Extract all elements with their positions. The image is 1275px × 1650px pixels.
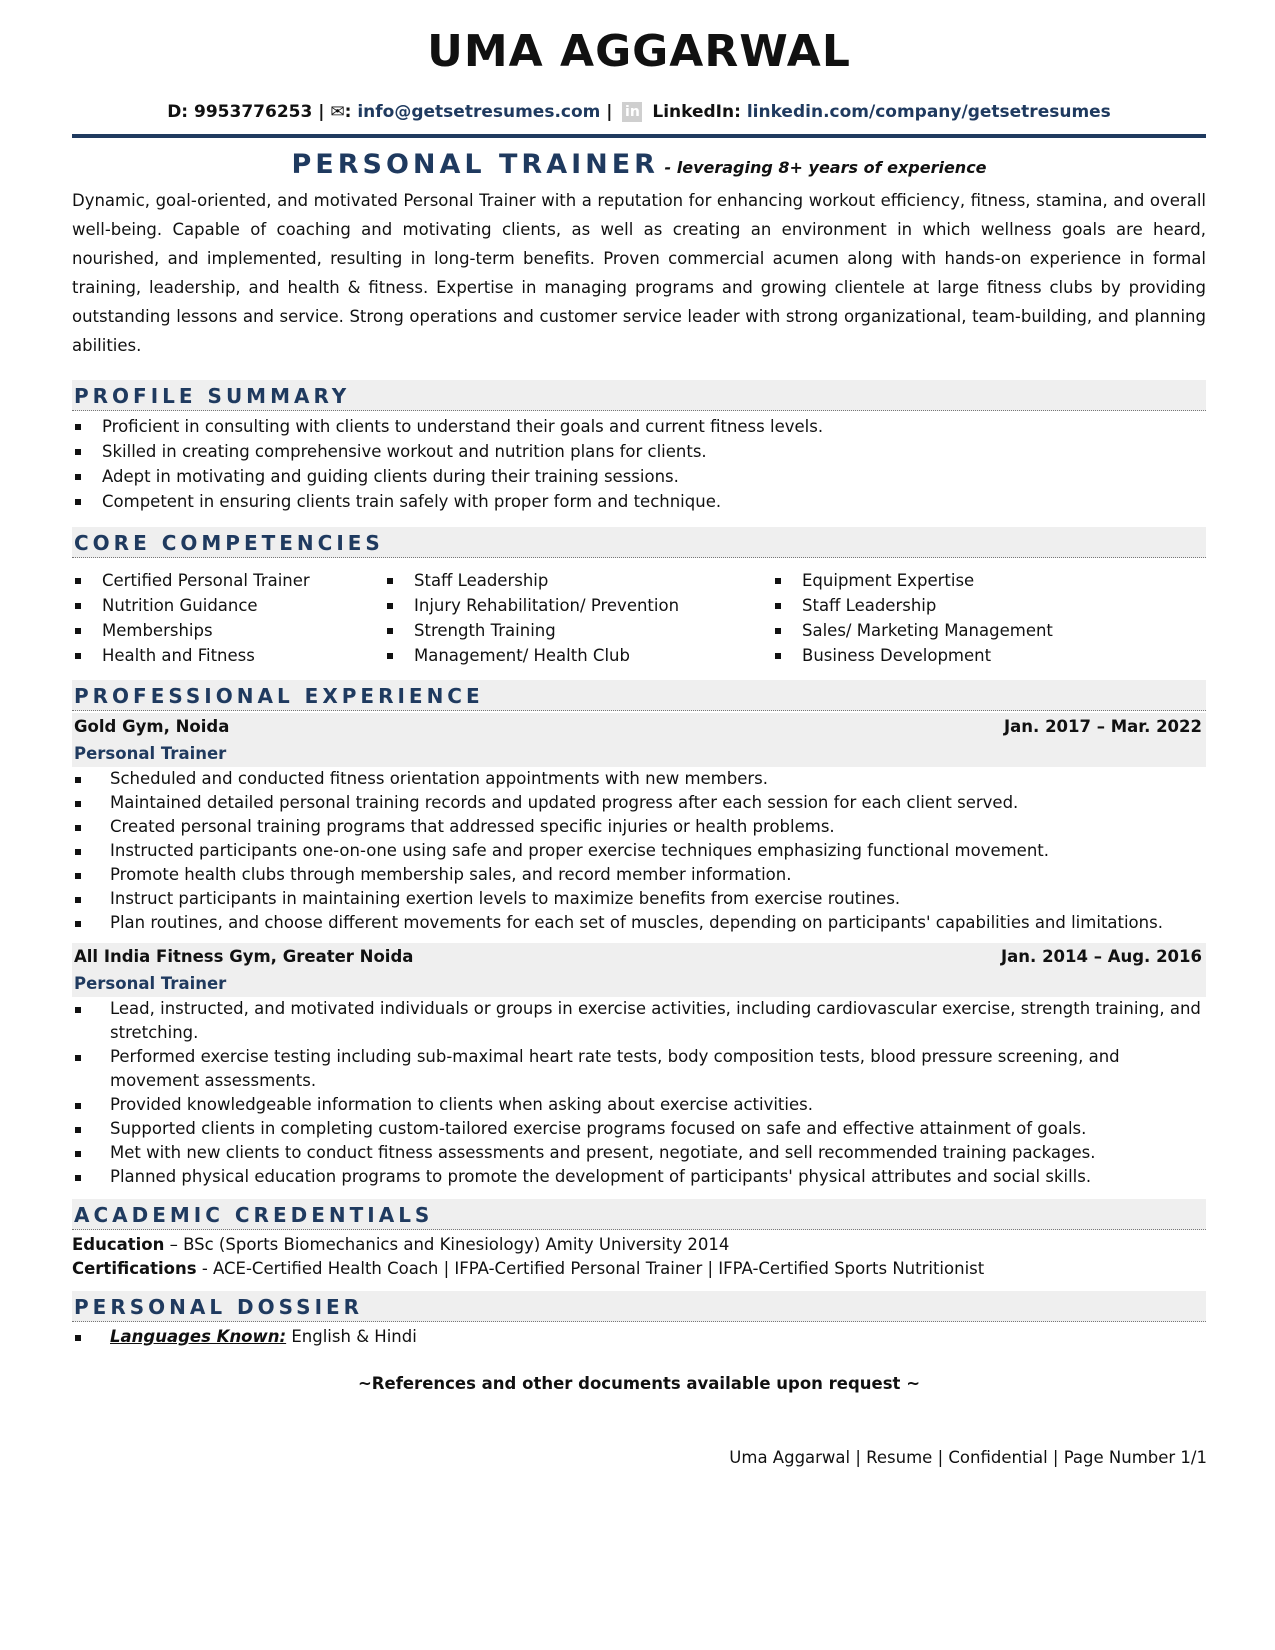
list-item: Scheduled and conducted fitness orientation appointments with new members. [72,767,1206,791]
list-item: Strength Training [384,618,772,643]
list-item: Plan routines, and choose different movements for each set of muscles, depending on participants' capabilities and limitations. [72,911,1206,935]
list-item: Instructed participants one-on-one using safe and proper exercise techniques emphasizing functional movement. [72,839,1206,863]
list-item: Planned physical education programs to promote the development of participants' physical attributes and social skills. [72,1165,1206,1189]
role-tagline: leveraging 8+ years of experience [676,158,987,177]
certifications-text: - ACE-Certified Health Coach | IFPA-Certified Personal Trainer | IFPA-Certified Sports Nutritionist [196,1259,985,1278]
job-company-row [74,943,1202,970]
candidate-name: UMA AGGARWAL [427,26,851,77]
separator: | [318,102,325,122]
list-item: Injury Rehabilitation/ Prevention [384,593,772,618]
company-name: All India Fitness Gym, Greater Noida [74,947,414,966]
summary-paragraph: Dynamic, goal-oriented, and motivated Personal Trainer with a reputation for enhancing workout efficiency, fitness, stamina, and overall well-being. Capable of coaching and motivating clients, as well as creating an environment in which wellness goals are heard, nourished, and implemented, resulting in long-term benefits. Proven commercial acumen along with hands-on experience in formal training, leadership, and health & fitness. Expertise in managing programs and growing clientele at large fitness clubs by providing outstanding lessons and service. Strong operations and customer service leader with strong organizational, team-building, and planning abilities. [72,191,1206,355]
list-item: Instruct participants in maintaining exertion levels to maximize benefits from exercise routines. [72,887,1206,911]
list-item: Met with new clients to conduct fitness assessments and present, negotiate, and sell recommended training packages. [72,1141,1206,1165]
linkedin-icon: in [622,102,642,122]
job-header [72,713,1206,767]
list-item: Supported clients in completing custom-tailored exercise programs focused on safe and effective attainment of goals. [72,1117,1206,1141]
list-item: Management/ Health Club [384,643,772,668]
list-item: Proficient in consulting with clients to understand their goals and current fitness levels. [72,414,1206,439]
list-item: Nutrition Guidance [72,593,384,618]
resume-page [72,0,1206,1393]
email-link[interactable]: info@getsetresumes.com [357,102,601,122]
certifications-label: Certifications [72,1259,197,1278]
job-bullets [72,997,1206,1189]
dossier-list [72,1325,1206,1349]
job-bullets [72,767,1206,935]
job-title: Personal Trainer [74,974,227,993]
job-company-row [74,713,1202,740]
list-item: Memberships [72,618,384,643]
separator: | [606,102,613,122]
list-item: Created personal training programs that addressed specific injuries or health problems. [72,815,1206,839]
education-line [72,1233,1206,1257]
list-item: Lead, instructed, and motivated individuals or groups in exercise activities, including cardiovascular exercise, strength training, and stretching. [72,997,1206,1045]
list-item: Promote health clubs through membership sales, and record member information. [72,863,1206,887]
linkedin-label: LinkedIn: [652,102,741,122]
phone-number: 9953776253 [194,102,313,122]
languages-label: Languages Known: [110,1327,287,1346]
envelope-icon: ✉: [330,102,352,122]
competency-column [772,568,1142,668]
role-line [72,148,1206,182]
education-text: – BSc (Sports Biomechanics and Kinesiology) Amity University 2014 [164,1235,730,1254]
competencies-grid [72,568,1206,668]
list-item: Provided knowledgeable information to clients when asking about exercise activities. [72,1093,1206,1117]
list-item: Performed exercise testing including sub-maximal heart rate tests, body composition tests, blood pressure screening, and movement assessments. [72,1045,1206,1093]
section-heading-academic-credentials: ACADEMIC CREDENTIALS [72,1199,1206,1230]
role-dash: - [658,158,677,177]
section-heading-professional-experience: PROFESSIONAL EXPERIENCE [72,680,1206,711]
header-divider [72,134,1206,138]
profile-summary-list [72,414,1206,514]
list-item: Sales/ Marketing Management [772,618,1142,643]
list-item: Business Development [772,643,1142,668]
list-item: Health and Fitness [72,643,384,668]
list-item [72,1325,1206,1349]
job-header [72,943,1206,997]
competency-column [384,568,772,668]
job-dates: Jan. 2014 – Aug. 2016 [1001,947,1202,966]
job-title: Personal Trainer [74,744,227,763]
phone-prefix: D: [167,102,195,122]
languages-value: English & Hindi [286,1327,417,1346]
competency-column [72,568,384,668]
linkedin-link[interactable]: linkedin.com/company/getsetresumes [746,102,1111,122]
contact-line [72,100,1206,124]
section-heading-profile-summary: PROFILE SUMMARY [72,380,1206,411]
list-item: Adept in motivating and guiding clients during their training sessions. [72,464,1206,489]
certifications-line [72,1257,1206,1281]
section-heading-core-competencies: CORE COMPETENCIES [72,527,1206,558]
job-dates: Jan. 2017 – Mar. 2022 [1004,717,1202,736]
list-item: Skilled in creating comprehensive workout and nutrition plans for clients. [72,439,1206,464]
section-heading-personal-dossier: PERSONAL DOSSIER [72,1291,1206,1322]
company-name: Gold Gym, Noida [74,717,230,736]
list-item: Staff Leadership [772,593,1142,618]
list-item: Equipment Expertise [772,568,1142,593]
list-item: Staff Leadership [384,568,772,593]
list-item: Competent in ensuring clients train safely with proper form and technique. [72,489,1206,514]
page-footer: Uma Aggarwal | Resume | Confidential | Page Number 1/1 [729,1448,1207,1467]
education-label: Education [72,1235,165,1254]
list-item: Certified Personal Trainer [72,568,384,593]
list-item: Maintained detailed personal training records and updated progress after each session for each client served. [72,791,1206,815]
role-title: PERSONAL TRAINER [291,149,659,180]
closing-note: ~References and other documents available upon request ~ [357,1374,921,1393]
